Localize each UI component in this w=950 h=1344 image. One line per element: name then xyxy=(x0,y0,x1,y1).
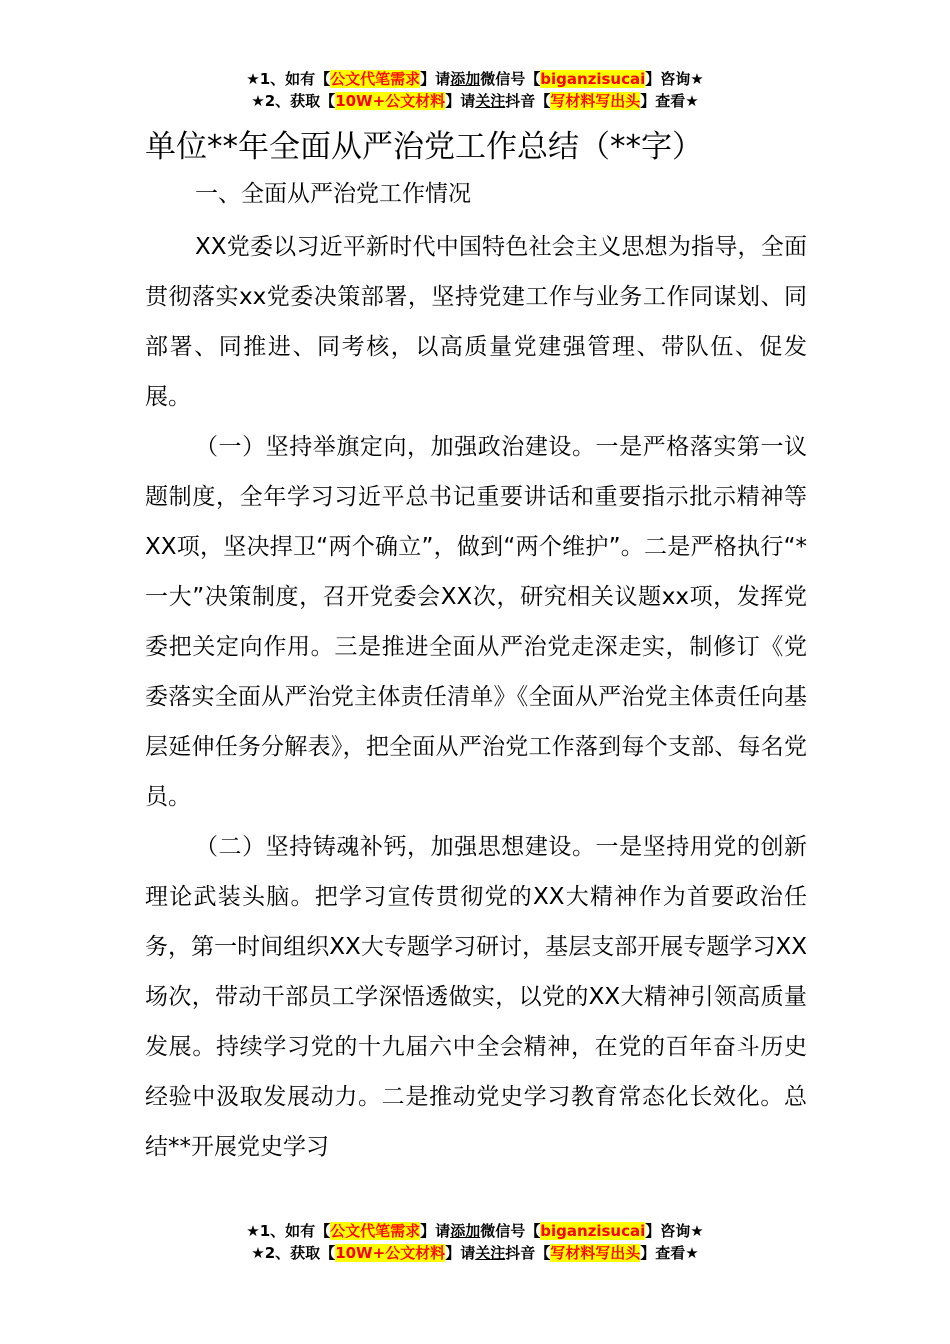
banner-text: 微信号【 xyxy=(480,70,541,88)
banner-text: 】咨询★ xyxy=(645,1222,704,1240)
banner-text: 】查看★ xyxy=(640,92,699,110)
banner-text: 】查看★ xyxy=(640,1244,699,1262)
banner-line-1 xyxy=(0,68,950,90)
banner-underline: 关注 xyxy=(475,1244,506,1262)
banner-text: ★2、获取【 xyxy=(251,1244,336,1262)
banner-text: 抖音【 xyxy=(505,92,551,110)
banner-text: 】请 xyxy=(445,92,476,110)
document-title: 单位**年全面从严治党工作总结（**字） xyxy=(145,129,703,165)
banner-text: 】请 xyxy=(420,1222,451,1240)
banner-highlight: 10W+公文材料 xyxy=(335,92,446,110)
top-banner xyxy=(0,68,950,112)
banner-text: 微信号【 xyxy=(480,1222,541,1240)
banner-highlight: 公文代笔需求 xyxy=(330,70,421,88)
banner-underline: 关注 xyxy=(475,92,506,110)
banner-highlight: 10W+公文材料 xyxy=(335,1244,446,1262)
banner-text: ★1、如有【 xyxy=(246,1222,331,1240)
banner-text: ★2、获取【 xyxy=(251,92,336,110)
paragraph: （一）坚持举旗定向，加强政治建设。一是严格落实第一议题制度，全年学习习近平总书记重要讲话和重要指示批示精神等XX项，坚决捍卫“两个确立”，做到“两个维护”。二是严格执行“*一大”决策制度，召开党委会XX次，研究相关议题xx项，发挥党委把关定向作用。三是推进全面从严治党走深走实，制修订《党委落实全面从严治党主体责任清单》《全面从严治党主体责任向基层延伸任务分解表》，把全面从严治党工作落到每个支部、每名党员。 xyxy=(145,434,807,810)
banner-highlight: 公文代笔需求 xyxy=(330,1222,421,1240)
banner-highlight: 写材料写出头 xyxy=(550,1244,641,1262)
section-heading: 一、全面从严治党工作情况 xyxy=(195,181,471,207)
banner-text: ★1、如有【 xyxy=(246,70,331,88)
banner-highlight: biganzisucai xyxy=(540,70,646,88)
banner-text: 抖音【 xyxy=(505,1244,551,1262)
banner-highlight: biganzisucai xyxy=(540,1222,646,1240)
banner-text: 】请 xyxy=(445,1244,476,1262)
banner-highlight: 写材料写出头 xyxy=(550,92,641,110)
bottom-banner xyxy=(0,1220,950,1264)
banner-text: 】咨询★ xyxy=(645,70,704,88)
banner-text: 】请 xyxy=(420,70,451,88)
paragraph: （二）坚持铸魂补钙，加强思想建设。一是坚持用党的创新理论武装头脑。把学习宣传贯彻党的XX大精神作为首要政治任务，第一时间组织XX大专题学习研讨，基层支部开展专题学习XX场次，带动干部员工学深悟透做实，以党的XX大精神引领高质量发展。持续学习党的十九届六中全会精神，在党的百年奋斗历史经验中汲取发展动力。二是推动党史学习教育常态化长效化。总结**开展党史学习 xyxy=(145,834,807,1160)
banner-underline: 添加 xyxy=(450,1222,481,1240)
document-body xyxy=(145,222,807,1172)
banner-line-2 xyxy=(0,1242,950,1264)
paragraph: XX党委以习近平新时代中国特色社会主义思想为指导，全面贯彻落实xx党委决策部署，坚持党建工作与业务工作同谋划、同部署、同推进、同考核，以高质量党建强管理、带队伍、促发展。 xyxy=(145,234,807,410)
banner-line-1 xyxy=(0,1220,950,1242)
banner-line-2 xyxy=(0,90,950,112)
banner-underline: 添加 xyxy=(450,70,481,88)
